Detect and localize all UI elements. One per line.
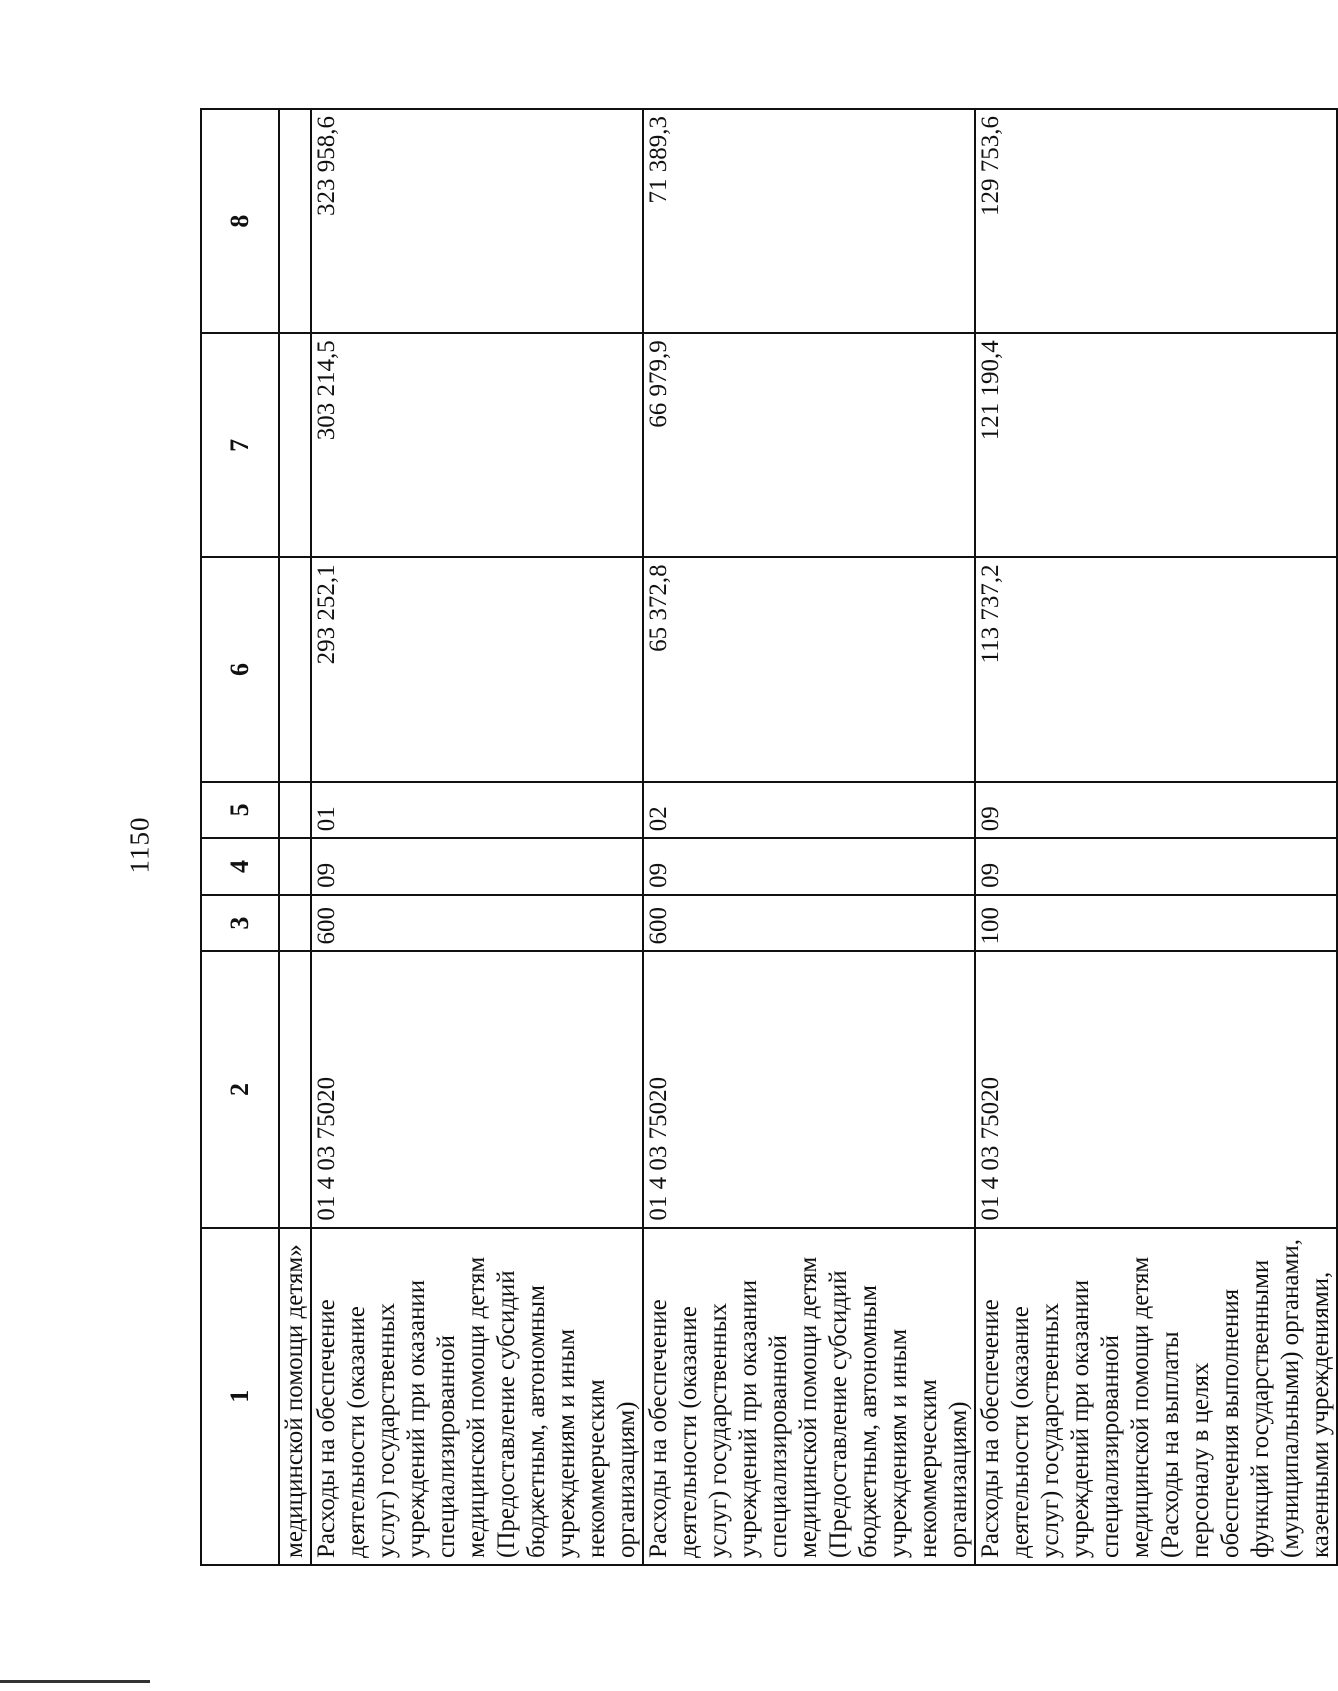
section-cell <box>279 951 311 1227</box>
header-col-1: 1 <box>201 1228 279 1565</box>
expense-type-code: 600 <box>643 895 975 952</box>
budget-table-rotated <box>200 108 1334 1566</box>
section-cell <box>279 838 311 895</box>
table-row <box>311 109 643 1565</box>
amount-col-7: 121 190,4 <box>975 333 1337 557</box>
header-col-7: 7 <box>201 333 279 557</box>
amount-col-8: 71 389,3 <box>643 109 975 333</box>
header-col-3: 3 <box>201 895 279 952</box>
header-col-8: 8 <box>201 109 279 333</box>
section-cell <box>279 109 311 333</box>
section-cell <box>279 557 311 781</box>
expense-type-code: 600 <box>311 895 643 952</box>
budget-table <box>200 108 1338 1566</box>
header-row <box>201 109 279 1565</box>
subsection-code: 02 <box>643 782 975 839</box>
budget-code: 01 4 03 75020 <box>975 951 1337 1227</box>
section-cell <box>279 333 311 557</box>
amount-col-7: 303 214,5 <box>311 333 643 557</box>
scan-edge-mark <box>0 1680 150 1683</box>
table-row <box>643 109 975 1565</box>
section-title: медицинской помощи детям» <box>279 1228 311 1565</box>
section-cell <box>279 782 311 839</box>
page-number: 1150 <box>124 816 155 874</box>
budget-table-container <box>200 108 1334 1566</box>
section-code: 09 <box>311 838 643 895</box>
subsection-code: 01 <box>311 782 643 839</box>
header-col-4: 4 <box>201 838 279 895</box>
expense-description: Расходы на обеспечение деятельности (оказание услуг) государственных учреждений при оказании специализированной медицинской помощи детям (Предоставление субсидий бюджетным, автономным учреждениям и иным некоммерческим организациям) <box>311 1228 643 1565</box>
amount-col-6: 293 252,1 <box>311 557 643 781</box>
section-code: 09 <box>643 838 975 895</box>
table-row <box>975 109 1337 1565</box>
amount-col-8: 129 753,6 <box>975 109 1337 333</box>
amount-col-6: 113 737,2 <box>975 557 1337 781</box>
amount-col-7: 66 979,9 <box>643 333 975 557</box>
budget-code: 01 4 03 75020 <box>643 951 975 1227</box>
expense-type-code: 100 <box>975 895 1337 952</box>
expense-description: Расходы на обеспечение деятельности (оказание услуг) государственных учреждений при оказании специализированной медицинской помощи детям (Расходы на выплаты персоналу в целях обеспечения выполнения функций государственными (муниципальными) органами, казенными учреждениями, <box>975 1228 1337 1565</box>
section-cell <box>279 895 311 952</box>
budget-code: 01 4 03 75020 <box>311 951 643 1227</box>
header-col-6: 6 <box>201 557 279 781</box>
subsection-code: 09 <box>975 782 1337 839</box>
amount-col-6: 65 372,8 <box>643 557 975 781</box>
section-code: 09 <box>975 838 1337 895</box>
section-row <box>279 109 311 1565</box>
header-col-2: 2 <box>201 951 279 1227</box>
expense-description: Расходы на обеспечение деятельности (оказание услуг) государственных учреждений при оказании специализированной медицинской помощи детям (Предоставление субсидий бюджетным, автономным учреждениям и иным некоммерческим организациям) <box>643 1228 975 1565</box>
header-col-5: 5 <box>201 782 279 839</box>
amount-col-8: 323 958,6 <box>311 109 643 333</box>
